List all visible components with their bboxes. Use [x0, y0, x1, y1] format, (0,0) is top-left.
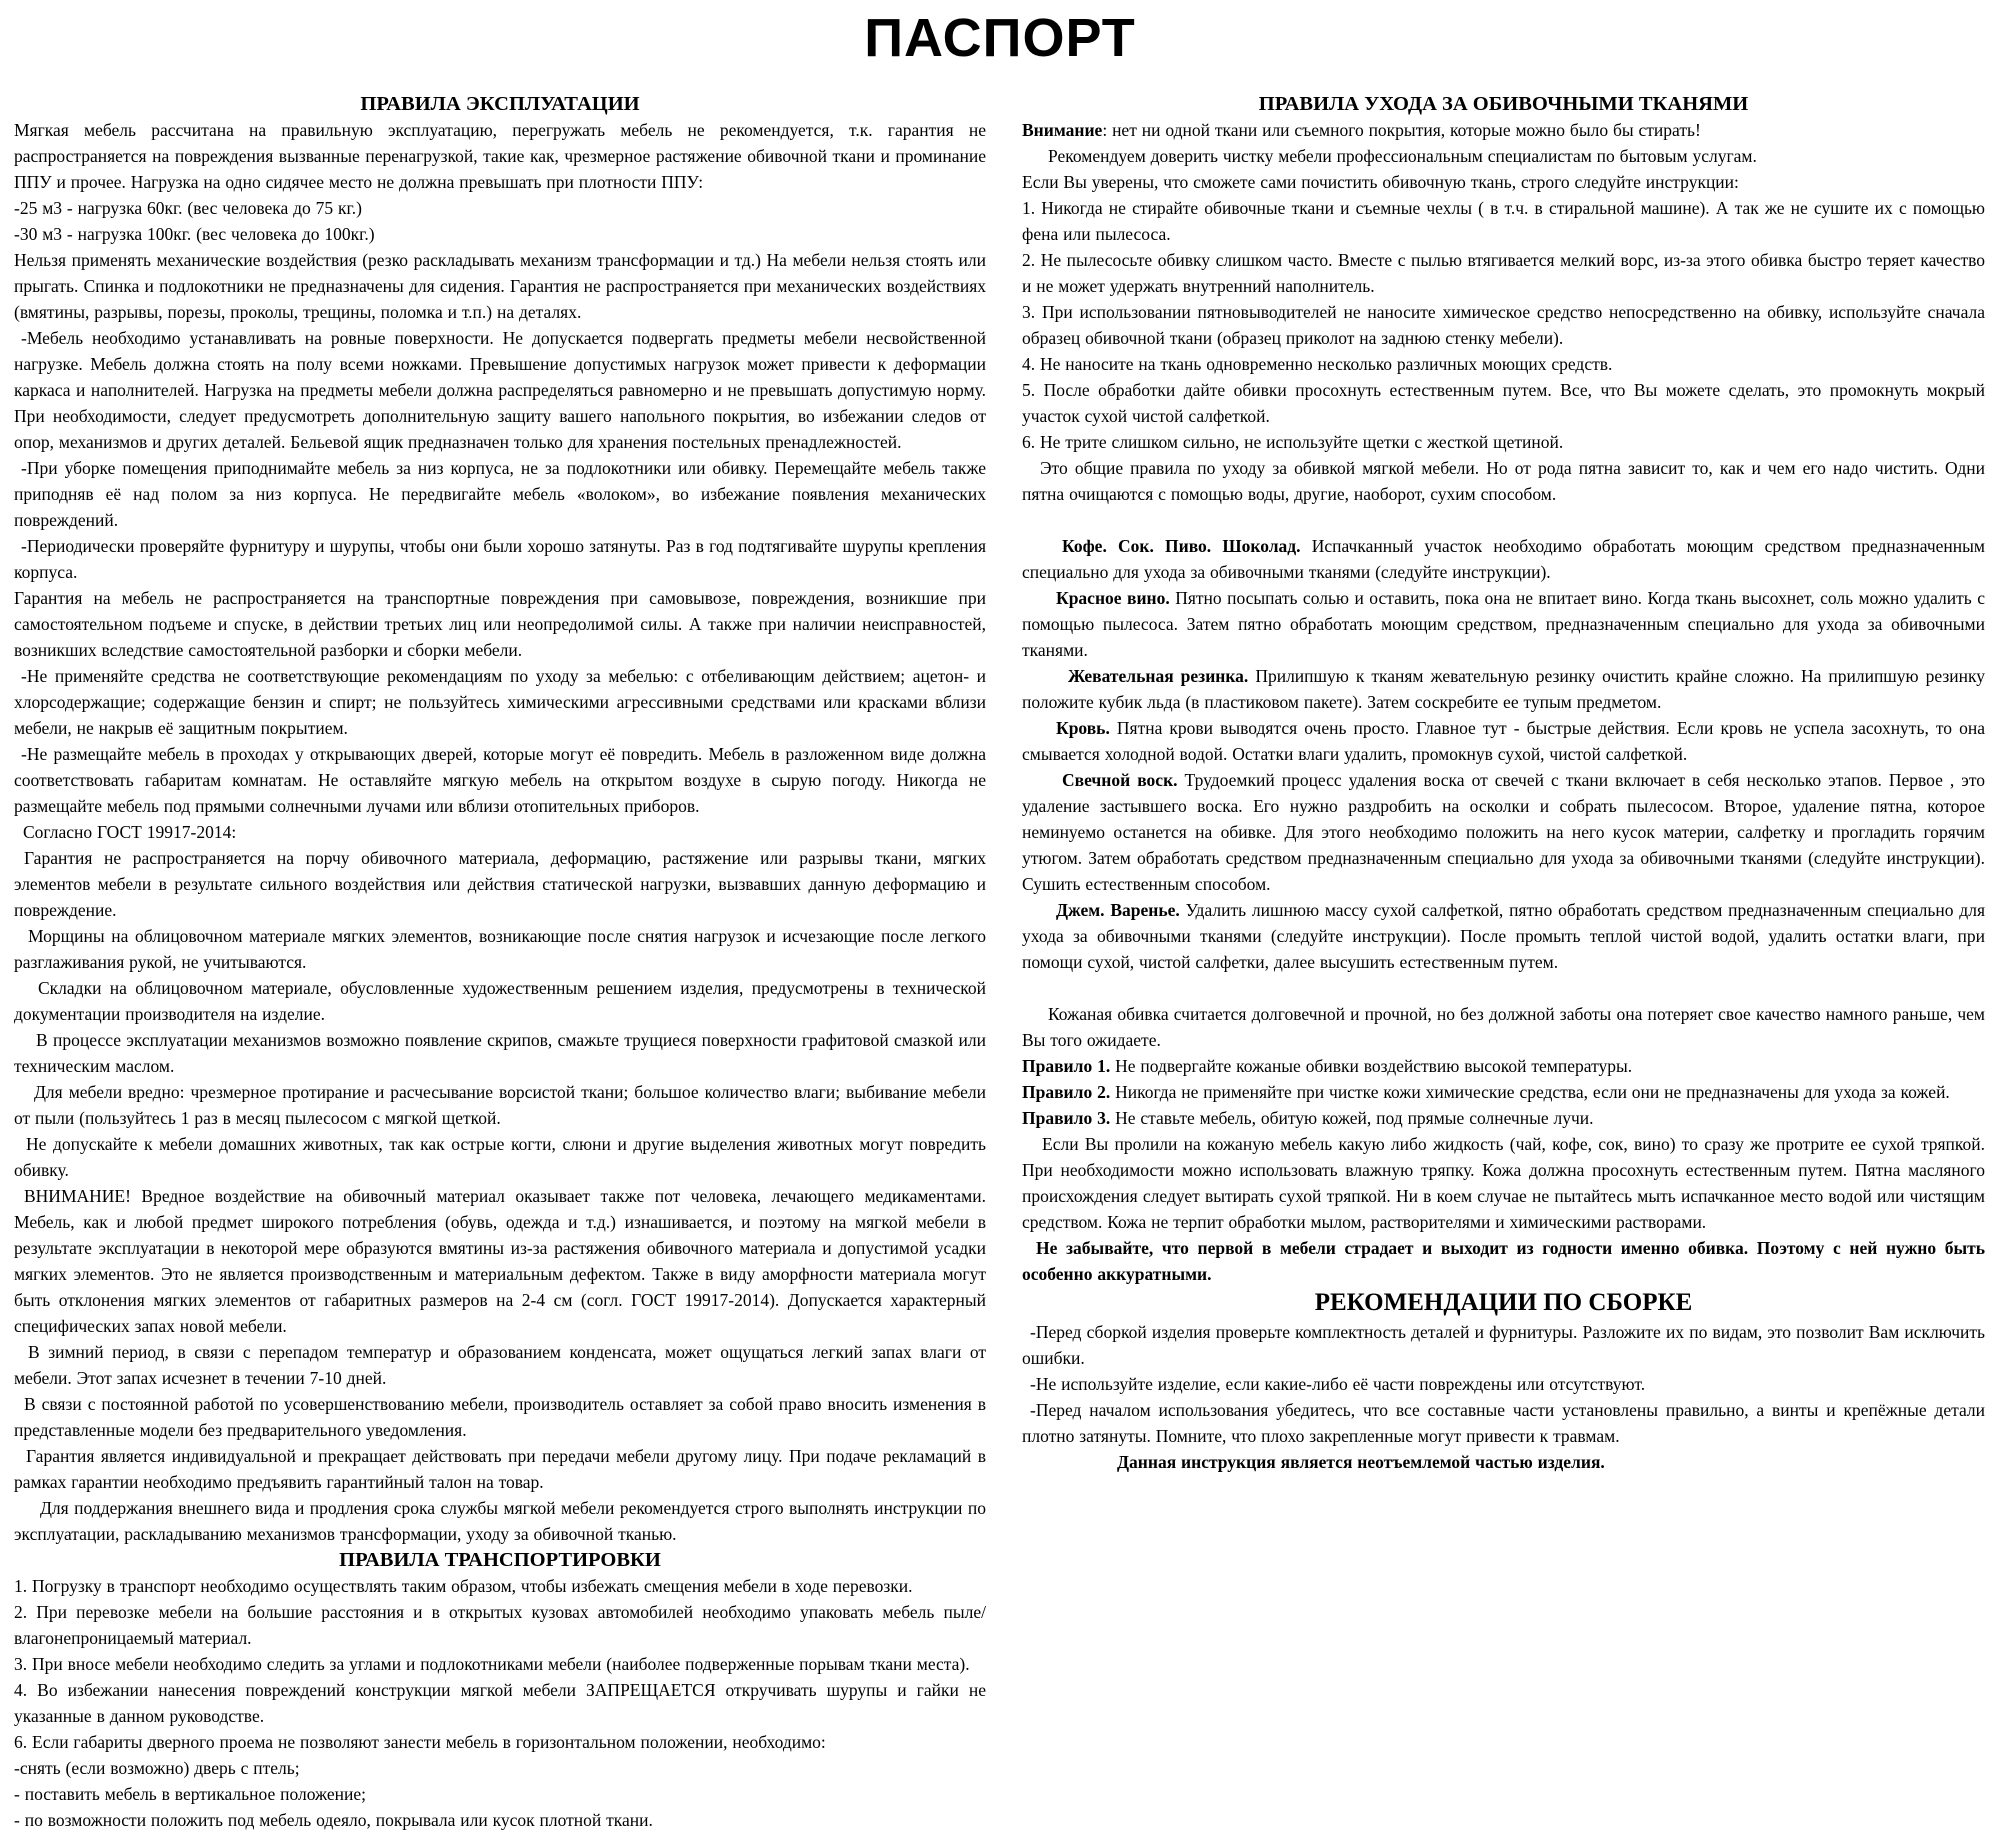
paragraph: -Перед сборкой изделия проверьте комплектность деталей и фурнитуры. Разложите их по видам, это позволит Вам исключить ошибки. — [1022, 1321, 1985, 1368]
left-column — [14, 91, 986, 1833]
paragraph — [1022, 1053, 1985, 1079]
paragraph-text: Пятно посыпать солью и оставить, пока она не впитает вино. Когда ткань высохнет, соль можно удалить с помощью пылесоса. Затем пятно обработать моющим средством, предназначенным специально для ухода за обивочными тканями. — [1022, 587, 1985, 660]
paragraph: Складки на облицовочном материале, обусловленные художественным решением изделия, предусмотрены в технической документации производителя на изделие. — [14, 977, 986, 1024]
paragraph-text: Никогда не применяйте при чистке кожи химические средства, если они не предназначены для ухода за кожей. — [1110, 1081, 1950, 1102]
paragraph-lead: Кровь. — [1056, 717, 1110, 738]
paragraph: Если Вы пролили на кожаную мебель какую либо жидкость (чай, кофе, сок, вино) то сразу же протрите ее сухой тряпкой. При необходимости можно использовать влажную тряпку. Кожа должна просохнуть естественным путем. Пятна масляного происхождения следует вытирать сухой тряпкой. Ни в коем случае не пытайтесь мыть испачканное место водой или чистящим средством. Кожа не терпит обработки мылом, растворителями и химическими растворами. — [1022, 1133, 1985, 1232]
paragraph: 5. После обработки дайте обивки просохнуть естественным путем. Все, что Вы можете сделать, это промокнуть мокрый участок сухой чистой салфеткой. — [1022, 379, 1985, 426]
paragraph-lead: Джем. Варенье. — [1056, 899, 1180, 920]
paragraph-text: Удалить лишнюю массу сухой салфеткой, пятно обработать средством предназначенным специально для ухода за обивочными тканями (следуйте инструкции). После промыть теплой чистой водой, удалить остатки влаги, при помощи сухой, чистой салфетки, далее высушить естественным путем. — [1022, 899, 1985, 972]
paragraph-lead: Правило 1. — [1022, 1055, 1111, 1076]
paragraph-lead: Свечной воск. — [1062, 769, 1178, 790]
paragraph: 1. Погрузку в транспорт необходимо осуществлять таким образом, чтобы избежать смещения мебели в ходе перевозки. — [14, 1575, 913, 1596]
paragraph: -30 м3 - нагрузка 100кг. (вес человека до 100кг.) — [14, 223, 375, 244]
section-heading: ПРАВИЛА УХОДА ЗА ОБИВОЧНЫМИ ТКАНЯМИ — [1258, 92, 1749, 115]
paragraph: Нельзя применять механические воздействия (резко раскладывать механизм трансформации и тд.) На мебели нельзя стоять или прыгать. Спинка и подлокотники не предназначены для сидения. Гарантия не распространяется при механических воздействиях (вмятины, разрывы, порезы, проколы, трещины, поломка и т.п.) на деталях. — [14, 249, 986, 322]
paragraph — [1022, 767, 1985, 897]
paragraph-lead: Жевательная резинка. — [1068, 665, 1249, 686]
paragraph-text: Пятна крови выводятся очень просто. Главное тут - быстрые действия. Если кровь не успела засохнуть, то она смывается холодной водой. Остатки влаги удалить, промокнув сухой, чистой салфеткой. — [1022, 717, 1985, 764]
paragraph: -25 м3 - нагрузка 60кг. (вес человека до 75 кг.) — [14, 197, 362, 218]
paragraph: Это общие правила по уходу за обивкой мягкой мебели. Но от рода пятна зависит то, как и чем его надо чистить. Одни пятна очищаются с помощью воды, другие, наоборот, сухим способом. — [1022, 457, 1985, 504]
paragraph: 3. При вносе мебели необходимо следить за углами и подлокотниками мебели (наиболее подверженные порывам ткани места). — [14, 1653, 970, 1674]
paragraph-text: Не ставьте мебель, обитую кожей, под прямые солнечные лучи. — [1110, 1107, 1594, 1128]
paragraph: 1. Никогда не стирайте обивочные ткани и съемные чехлы ( в т.ч. в стиральной машине). А так же не сушите их с помощью фена или пылесоса. — [1022, 197, 1985, 244]
right-column — [1022, 91, 1985, 1475]
paragraph: 6. Если габариты дверного проема не позволяют занести мебель в горизонтальном положении, необходимо: — [14, 1731, 826, 1752]
paragraph: -При уборке помещения приподнимайте мебель за низ корпуса, не за подлокотники или обивку. Перемещайте мебель также приподняв её над полом за низ корпуса. Не передвигайте мебель «волоком», во избежание появления механических повреждений. — [14, 457, 986, 530]
paragraph: ВНИМАНИЕ! Вредное воздействие на обивочный материал оказывает также пот человека, лечающего медикаментами. Мебель, как и любой предмет широкого потребления (обувь, одежда и т.д.) изнашивается, и поэтому на мягкой мебели в результате эксплуатации в некоторой мере образуются вмятины из-за растяжения обивочного материала и допустимой усадки мягких элементов. Это не является производственным и материальным дефектом. Также в виду аморфности материала могут быть отклонения мягких элементов от габаритных размеров на 2-4 см (согл. ГОСТ 19917-2014). Допускается характерный специфических запах новой мебели. — [14, 1185, 986, 1336]
paragraph: Не забывайте, что первой в мебели страдает и выходит из годности именно обивка. Поэтому с ней нужно быть особенно аккуратными. — [1022, 1237, 1985, 1284]
paragraph: Если Вы уверены, что сможете сами почистить обивочную ткань, строго следуйте инструкции: — [1022, 171, 1739, 192]
paragraph-lead: Правило 3. — [1022, 1107, 1111, 1128]
paragraph-lead: Кофе. Сок. Пиво. Шоколад. — [1062, 535, 1301, 556]
paragraph-text: : нет ни одной ткани или съемного покрытия, которые можно было бы стирать! — [1102, 119, 1701, 140]
paragraph: Данная инструкция является неотъемлемой частью изделия. — [1117, 1451, 1605, 1472]
section-heading: РЕКОМЕНДАЦИИ ПО СБОРКЕ — [1314, 1288, 1693, 1316]
paragraph: -Не используйте изделие, если какие-либо её части повреждены или отсутствуют. — [1030, 1373, 1646, 1394]
paragraph: -Периодически проверяйте фурнитуру и шурупы, чтобы они были хорошо затянуты. Раз в год подтягивайте шурупы крепления корпуса. — [14, 535, 986, 582]
paragraph-lead: Правило 2. — [1022, 1081, 1111, 1102]
paragraph: В зимний период, в связи с перепадом температур и образованием конденсата, может ощущаться легкий запах влаги от мебели. Этот запах исчезнет в течении 7-10 дней. — [14, 1341, 986, 1388]
paragraph-lead: Красное вино. — [1056, 587, 1170, 608]
paragraph — [1022, 585, 1985, 663]
paragraph: - поставить мебель в вертикальное положение; — [14, 1783, 367, 1804]
paragraph: -Не применяйте средства не соответствующие рекомендациям по уходу за мебелью: с отбеливающим действием; ацетон- и хлорсодержащие; содержащие бензин и спирт; не пользуйтесь химическими агрессивными средствами или красками вблизи мебели, не накрыв её защитным покрытием. — [14, 665, 986, 738]
paragraph: -Не размещайте мебель в проходах у открывающих дверей, которые могут её повредить. Мебель в разложенном виде должна соответствовать габаритам комнатам. Не оставляйте мягкую мебель на открытом воздухе в сырую погоду. Никогда не размещайте мебель под прямыми солнечными лучами или вблизи отопительных приборов. — [14, 743, 986, 816]
paragraph: В связи с постоянной работой по усовершенствованию мебели, производитель оставляет за собой право вносить изменения в представленные модели без предварительного уведомления. — [14, 1393, 986, 1440]
paragraph: Для мебели вредно: чрезмерное протирание и расчесывание ворсистой ткани; большое количество влаги; выбивание мебели от пыли (пользуйтесь 1 раз в месяц пылесосом с мягкой щеткой. — [14, 1081, 986, 1128]
paragraph: Согласно ГОСТ 19917-2014: — [23, 821, 237, 842]
paragraph — [1022, 533, 1985, 585]
paragraph: Кожаная обивка считается долговечной и прочной, но без должной заботы она потеряет свое качество намного раньше, чем Вы того ожидаете. — [1022, 1003, 1985, 1050]
paragraph — [1022, 663, 1985, 715]
paragraph: 6. Не трите слишком сильно, не используйте щетки с жесткой щетиной. — [1022, 431, 1564, 452]
section-heading: ПРАВИЛА ЭКСПЛУАТАЦИИ — [360, 92, 640, 115]
paragraph — [1022, 117, 1985, 143]
paragraph: Не допускайте к мебели домашних животных, так как острые когти, слюни и другие выделения животных могут повредить обивку. — [14, 1133, 986, 1180]
paragraph-lead: Внимание — [1022, 119, 1103, 140]
paragraph: - по возможности положить под мебель одеяло, покрывала или кусок плотной ткани. — [14, 1809, 653, 1830]
paragraph: Гарантия не распространяется на порчу обивочного материала, деформацию, растяжение или разрывы ткани, мягких элементов мебели в результате сильного воздействия или действия статической нагрузки, вызвавших данную деформацию и повреждение. — [14, 847, 986, 920]
paragraph: Рекомендуем доверить чистку мебели профессиональным специалистам по бытовым услугам. — [1048, 145, 1757, 166]
paragraph: Морщины на облицовочном материале мягких элементов, возникающие после снятия нагрузок и исчезающие после легкого разглаживания рукой, не учитываются. — [14, 925, 986, 972]
paragraph: 2. При перевозке мебели на большие расстояния и в открытых кузовах автомобилей необходимо упаковать мебель пыле/влагонепроницаемый материал. — [14, 1601, 986, 1648]
paragraph: Для поддержания внешнего вида и продления срока службы мягкой мебели рекомендуется строго выполнять инструкции по эксплуатации, раскладыванию механизмов трансформации, уходу за обивочной тканью. — [14, 1497, 986, 1544]
two-column-layout — [0, 67, 2000, 1833]
paragraph — [1022, 1079, 1985, 1105]
paragraph: 2. Не пылесосьте обивку слишком часто. Вместе с пылью втягивается мелкий ворс, из-за этого обивка быстро теряет качество и не может удержать внутренний наполнитель. — [1022, 249, 1985, 296]
page-title: ПАСПОРТ — [864, 8, 1136, 68]
paragraph-text: Прилипшую к тканям жевательную резинку очистить крайне сложно. На прилипшую резинку положите кубик льда (в пластиковом пакете). Затем соскребите ее тупым предметом. — [1022, 665, 1985, 712]
paragraph: Гарантия на мебель не распространяется на транспортные повреждения при самовывозе, повреждения, возникшие при самостоятельном подъеме и спуске, в действии третьих лиц или неопредолимой силы. А также при наличии неисправностей, возникших вследствие самостоятельной разборки и сборки мебели. — [14, 587, 986, 660]
paragraph: -снять (если возможно) дверь с птель; — [14, 1757, 300, 1778]
paragraph: В процессе эксплуатации механизмов возможно появление скрипов, смажьте трущиеся поверхности графитовой смазкой или техническим маслом. — [14, 1029, 986, 1076]
paragraph: -Мебель необходимо устанавливать на ровные поверхности. Не допускается подвергать предметы мебели несвойственной нагрузке. Мебель должна стоять на полу всеми ножками. Превышение допустимых нагрузок может привести к деформации каркаса и наполнителей. Нагрузка на предметы мебели должна распределяться равномерно и не превышать допустимую норму. При необходимости, следует предусмотреть дополнительную защиту вашего напольного покрытия, во избежании следов от опор, механизмов и других деталей. Бельевой ящик предназначен только для хранения постельных пренадлежностей. — [14, 327, 986, 452]
paragraph-text: Трудоемкий процесс удаления воска от свечей с ткани включает в себя несколько этапов. Первое , это удаление застывшего воска. Его нужно раздробить на осколки и собрать пылесосом. Второе, удаление пятна, которое неминуемо останется на обивке. Для этого необходимо положить на него кусок материи, салфетку и прогладить горячим утюгом. Затем обработать средством предназначенным специально для ухода за обивочными тканями (следуйте инструкции). Сушить естественным способом. — [1022, 769, 1985, 894]
paragraph — [1022, 1105, 1985, 1131]
paragraph — [1022, 715, 1985, 767]
paragraph-text: Не подвергайте кожаные обивки воздействию высокой температуры. — [1110, 1055, 1633, 1076]
paragraph: Мягкая мебель рассчитана на правильную эксплуатацию, перегружать мебель не рекомендуется, т.к. гарантия не распространяется на повреждения вызванные перенагрузкой, такие как, чрезмерное растяжение обивочной ткани и проминание ППУ и прочее. Нагрузка на одно сидячее место не должна превышать при плотности ППУ: — [14, 119, 986, 192]
paragraph: -Перед началом использования убедитесь, что все составные части установлены правильно, а винты и крепёжные детали плотно затянуты. Помните, что плохо закрепленные могут привести к травмам. — [1022, 1399, 1985, 1446]
paragraph: Гарантия является индивидуальной и прекращает действовать при передачи мебели другому лицу. При подаче рекламаций в рамках гарантии необходимо предъявить гарантийный талон на товар. — [14, 1445, 986, 1492]
section-heading: ПРАВИЛА ТРАНСПОРТИРОВКИ — [339, 1548, 661, 1571]
paragraph: 4. Во избежании нанесения повреждений конструкции мягкой мебели ЗАПРЕЩАЕТСЯ откручивать шурупы и гайки не указанные в данном руководстве. — [14, 1679, 986, 1726]
paragraph: 4. Не наносите на ткань одновременно несколько различных моющих средств. — [1022, 353, 1613, 374]
paragraph: 3. При использовании пятновыводителей не наносите химическое средство непосредственно на обивку, используйте сначала образец обивочной ткани (образец приколот на заднюю стенку мебели). — [1022, 301, 1985, 348]
paragraph — [1022, 897, 1985, 975]
paragraph-text: Испачканный участок необходимо обработать моющим средством предназначенным специально для ухода за обивочными тканями (следуйте инструкции). — [1022, 535, 1985, 582]
